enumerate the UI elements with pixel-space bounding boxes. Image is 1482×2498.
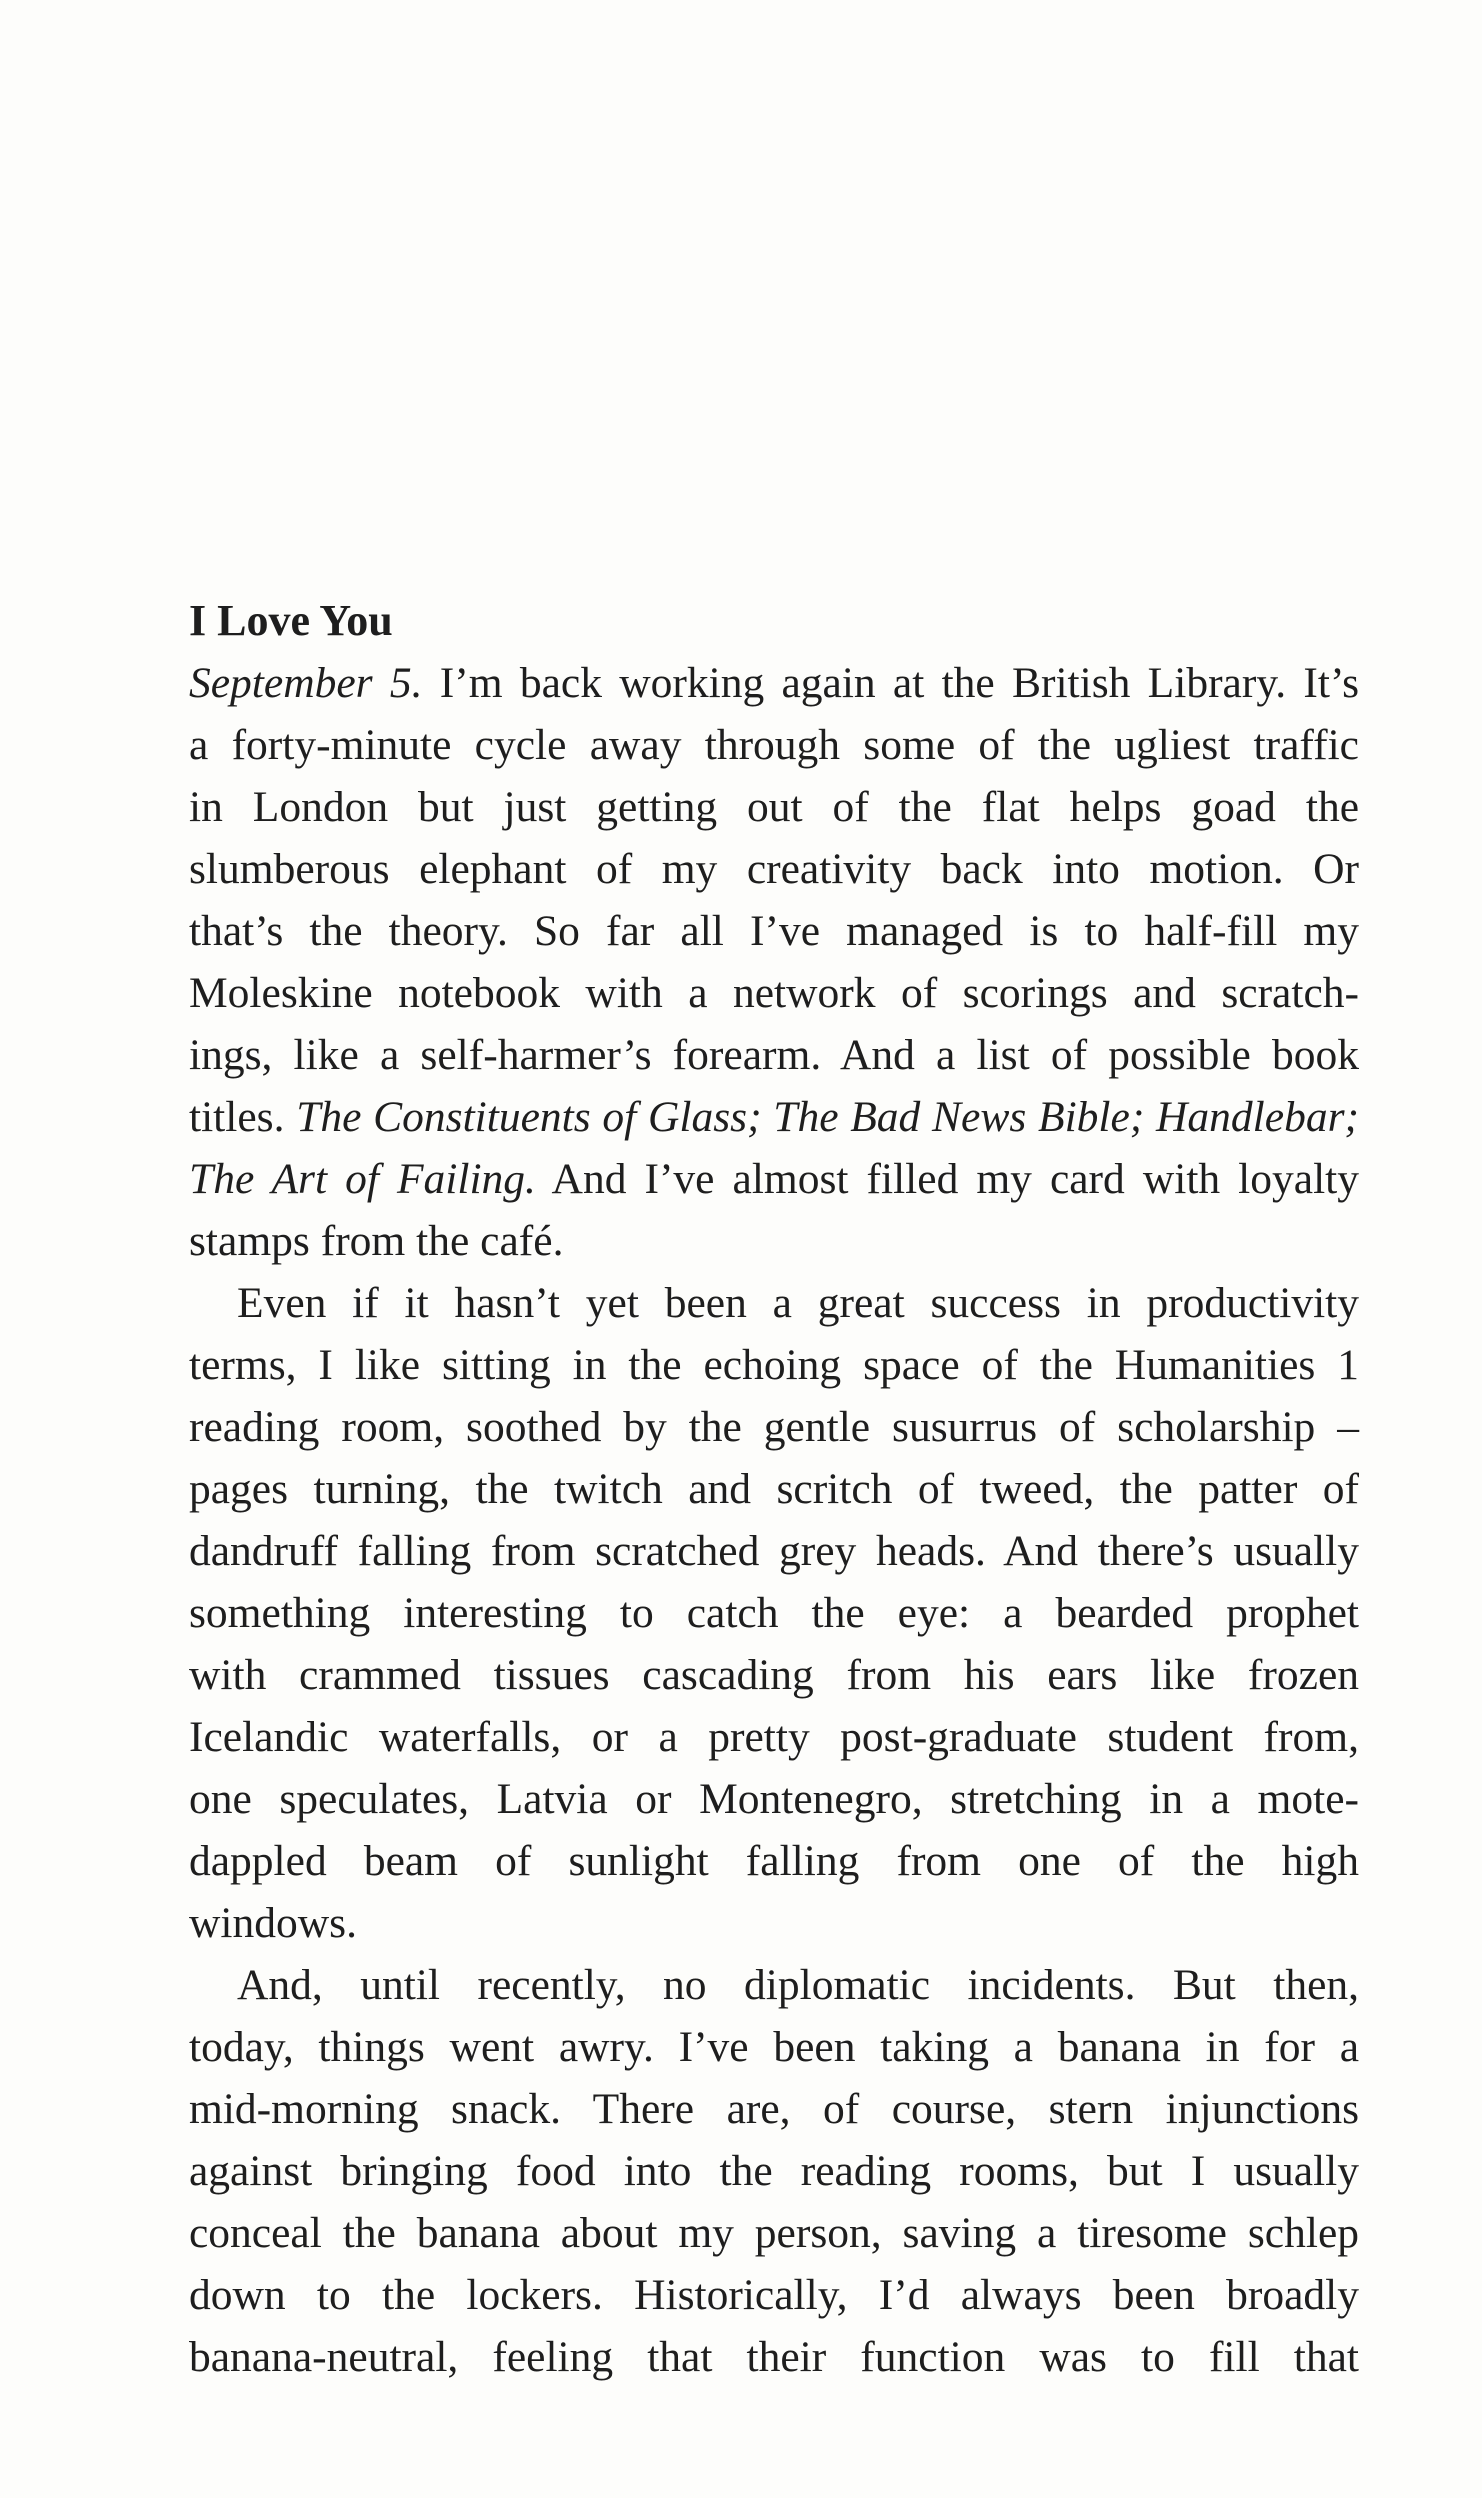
- text-line: windows.: [189, 1899, 357, 1947]
- text-line: September 5. I’m back working again at the British Library. It’s: [189, 659, 1360, 707]
- entry-date: September 5.: [189, 659, 423, 707]
- text-line: And, until recently, no diplomatic incidents. But then,: [237, 1961, 1359, 2009]
- text-line: ings, like a self-harmer’s forearm. And a list of possible book: [189, 1031, 1359, 1079]
- book-titles: The Constituents of Glass; The Bad News Bible; Handlebar;: [296, 1093, 1359, 1141]
- text-line: today, things went awry. I’ve been taking a banana in for a: [189, 2023, 1359, 2071]
- paragraph-1: [189, 652, 1359, 1272]
- text-line: pages turning, the twitch and scritch of tweed, the patter of: [189, 1465, 1359, 1513]
- text-line: reading room, soothed by the gentle susurrus of scholarship –: [189, 1403, 1359, 1451]
- text-line: in London but just getting out of the flat helps goad the: [189, 783, 1359, 831]
- text-line: down to the lockers. Historically, I’d always been broadly: [189, 2271, 1359, 2319]
- text-line: mid-morning snack. There are, of course, stern injunctions: [189, 2085, 1359, 2133]
- text-line: Moleskine notebook with a network of scorings and scratch-: [189, 969, 1359, 1017]
- text-line: Even if it hasn’t yet been a great success in productivity: [237, 1279, 1359, 1327]
- text-line: titles. The Constituents of Glass; The Bad News Bible; Handlebar;: [189, 1093, 1359, 1141]
- body-text: [189, 590, 1359, 2388]
- text-line: banana-neutral, feeling that their function was to fill that: [189, 2333, 1359, 2381]
- text-line: terms, I like sitting in the echoing space of the Humanities 1: [189, 1341, 1359, 1389]
- section-heading: I Love You: [189, 596, 393, 645]
- text-line: dappled beam of sunlight falling from one of the high: [189, 1837, 1359, 1885]
- text-line: against bringing food into the reading rooms, but I usually: [189, 2147, 1359, 2195]
- text-line: with crammed tissues cascading from his ears like frozen: [189, 1651, 1359, 1699]
- text-line: something interesting to catch the eye: a bearded prophet: [189, 1589, 1359, 1637]
- paragraph-2: [189, 1272, 1359, 1954]
- book-title: The Art of Failing.: [189, 1155, 536, 1203]
- text-line: The Art of Failing. And I’ve almost filled my card with loyalty: [189, 1155, 1359, 1203]
- paragraph-3: [189, 1954, 1359, 2388]
- text-line: Icelandic waterfalls, or a pretty post-graduate student from,: [189, 1713, 1359, 1761]
- text-line: one speculates, Latvia or Montenegro, stretching in a mote-: [189, 1775, 1359, 1823]
- text-line: slumberous elephant of my creativity back into motion. Or: [189, 845, 1359, 893]
- text-line: a forty-minute cycle away through some of the ugliest traffic: [189, 721, 1359, 769]
- text-line: dandruff falling from scratched grey heads. And there’s usually: [189, 1527, 1359, 1575]
- text-line: that’s the theory. So far all I’ve managed is to half-fill my: [189, 907, 1359, 955]
- text-line: stamps from the café.: [189, 1217, 564, 1265]
- text-line: conceal the banana about my person, saving a tiresome schlep: [189, 2209, 1359, 2257]
